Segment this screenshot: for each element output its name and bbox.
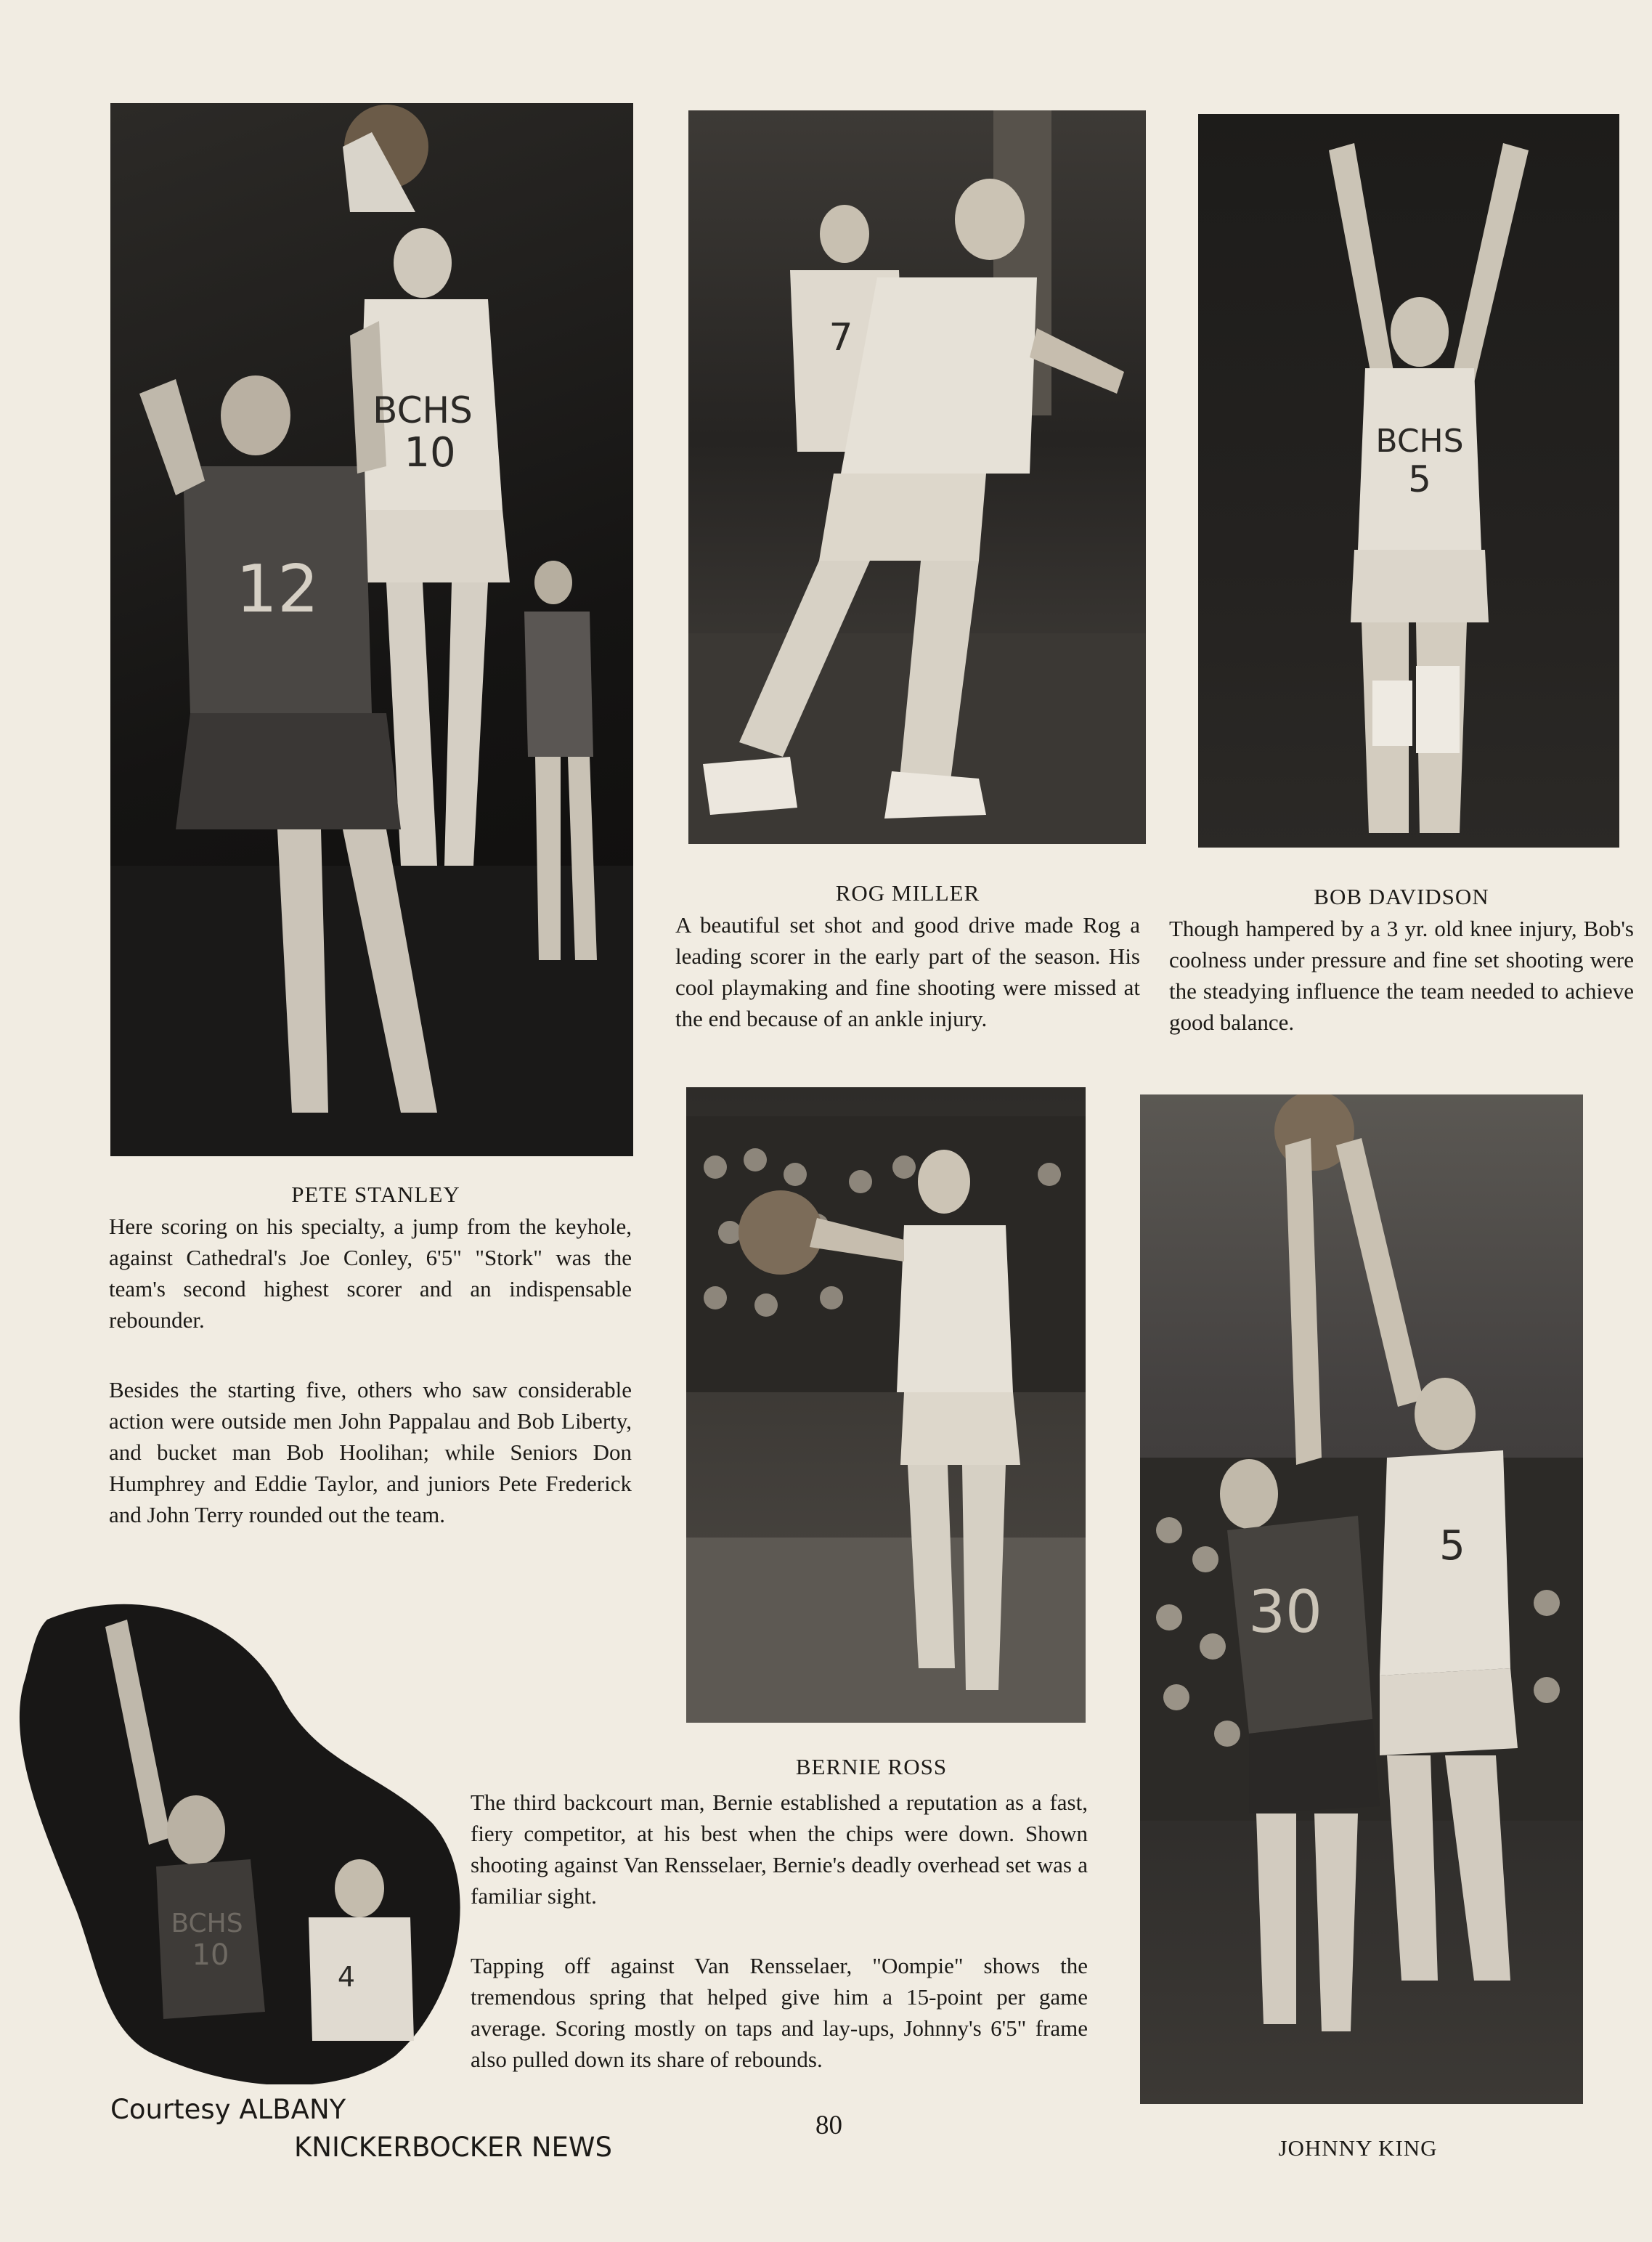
name-pete-stanley: PETE STANLEY <box>291 1182 460 1207</box>
name-bob-davidson: BOB DAVIDSON <box>1314 884 1489 909</box>
photo-johnny-king <box>1140 1094 1583 2104</box>
jersey-text-davidson: BCHS <box>1375 423 1464 460</box>
inset-opponent-number: 4 <box>337 1961 356 1993</box>
name-johnny-king: JOHNNY KING <box>1278 2135 1438 2161</box>
photo-inset-blob <box>18 1591 468 2084</box>
jersey-number-davidson: 5 <box>1408 458 1431 500</box>
photo-credit-line2: KNICKERBOCKER NEWS <box>294 2132 612 2163</box>
photo-credit-line1: Courtesy ALBANY <box>110 2094 346 2125</box>
caption-pete-stanley: Here scoring on his specialty, a jump from the keyhole, against Cathedral's Joe Conley, 6'5" "Stork" was the team's second highest scorer and an indispensable rebounder. <box>109 1214 632 1333</box>
jersey-text-stanley: BCHS <box>373 389 473 431</box>
page-number: 80 <box>815 2111 842 2140</box>
photo-bob-davidson <box>1198 114 1619 848</box>
others-paragraph: Besides the starting five, others who saw considerable action were outside men John Pappalau and Bob Liberty, and bucket man Bob Hoolihan; while Seniors Don Humphrey and Eddie Taylor, and juniors Pete Frederick and John Terry rounded out the team. <box>109 1377 632 1527</box>
caption-johnny-king: Tapping off against Van Rensselaer, "Oompie" shows the tremendous spring that helped give him a 15-point per game average. Scoring mostly on taps and lay-ups, Johnny's 6'5" frame also pulled down its share of rebounds. <box>471 1953 1088 2072</box>
jersey-number-king: 5 <box>1439 1522 1465 1569</box>
jersey-number-30: 30 <box>1248 1578 1322 1646</box>
photo-rog-miller <box>688 110 1146 844</box>
jersey-number-7: 7 <box>829 316 853 360</box>
caption-bob-davidson: Though hampered by a 3 yr. old knee injury, Bob's coolness under pressure and fine set shooting were the steadying influence the team needed to achieve good balance. <box>1169 916 1634 1035</box>
inset-jersey-text: BCHS <box>171 1909 243 1938</box>
name-bernie-ross: BERNIE ROSS <box>795 1754 948 1779</box>
name-rog-miller: ROG MILLER <box>835 880 980 906</box>
jersey-number-opponent-12: 12 <box>235 551 320 627</box>
photo-bernie-ross <box>686 1087 1086 1723</box>
photo-pete-stanley <box>110 103 633 1156</box>
caption-rog-miller: A beautiful set shot and good drive made Rog a leading scorer in the early part of the season. His cool playmaking and fine shooting were missed at the end because of an ankle injury. <box>675 912 1140 1031</box>
jersey-number-stanley: 10 <box>404 429 456 476</box>
inset-jersey-number: 10 <box>192 1938 229 1972</box>
caption-bernie-ross: The third backcourt man, Bernie established a reputation as a fast, fiery competitor, at his best when the chips were down. Shown shooting against Van Rensselaer, Bernie's deadly overhead set was a familiar sight. <box>471 1790 1088 1909</box>
